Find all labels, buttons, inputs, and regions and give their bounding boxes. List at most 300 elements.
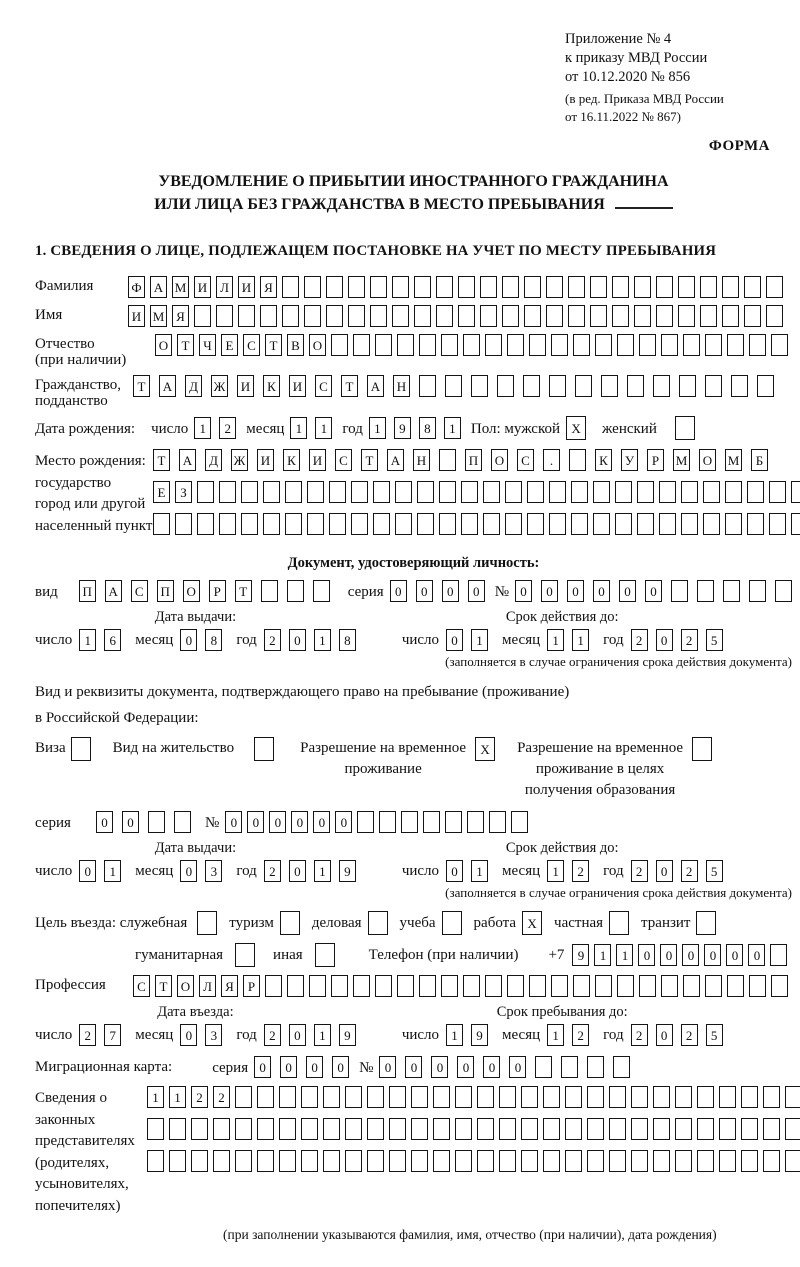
permit-expiry-month-input[interactable] [547, 860, 589, 882]
char-cell[interactable] [389, 1086, 406, 1108]
char-cell[interactable]: Ж [211, 375, 228, 397]
char-cell[interactable]: 0 [122, 811, 139, 833]
char-cell[interactable] [419, 334, 436, 356]
char-cell[interactable]: М [150, 305, 167, 327]
char-cell[interactable] [439, 481, 456, 503]
char-cell[interactable] [401, 811, 418, 833]
char-cell[interactable]: Н [393, 375, 410, 397]
char-cell[interactable]: X [475, 737, 495, 761]
purpose-commercial-checkbox[interactable] [368, 911, 388, 935]
char-cell[interactable]: 0 [289, 1024, 306, 1046]
char-cell[interactable] [197, 481, 214, 503]
char-cell[interactable] [675, 1150, 692, 1172]
char-cell[interactable] [280, 911, 300, 935]
char-cell[interactable] [309, 975, 326, 997]
char-cell[interactable]: 1 [471, 629, 488, 651]
purpose-business-checkbox[interactable] [197, 911, 217, 935]
stay-day-input[interactable] [446, 1024, 488, 1046]
char-cell[interactable] [197, 513, 214, 535]
char-cell[interactable] [527, 481, 544, 503]
char-cell[interactable] [463, 975, 480, 997]
char-cell[interactable] [722, 276, 739, 298]
char-cell[interactable]: 0 [96, 811, 113, 833]
char-cell[interactable]: 0 [289, 860, 306, 882]
char-cell[interactable] [549, 375, 566, 397]
char-cell[interactable]: 5 [706, 1024, 723, 1046]
char-cell[interactable]: А [179, 449, 196, 471]
char-cell[interactable] [675, 1118, 692, 1140]
char-cell[interactable] [411, 1118, 428, 1140]
char-cell[interactable]: 0 [541, 580, 558, 602]
char-cell[interactable]: К [263, 375, 280, 397]
char-cell[interactable]: 0 [289, 629, 306, 651]
char-cell[interactable] [634, 276, 651, 298]
char-cell[interactable] [477, 1150, 494, 1172]
char-cell[interactable]: 0 [313, 811, 330, 833]
birth-place-line3-input[interactable] [153, 513, 800, 535]
char-cell[interactable]: П [157, 580, 174, 602]
char-cell[interactable] [757, 375, 774, 397]
char-cell[interactable] [639, 975, 656, 997]
char-cell[interactable] [609, 1150, 626, 1172]
phone-input[interactable] [572, 944, 787, 966]
char-cell[interactable] [627, 375, 644, 397]
representatives-line3-input[interactable] [147, 1150, 800, 1172]
char-cell[interactable] [593, 513, 610, 535]
char-cell[interactable] [348, 276, 365, 298]
char-cell[interactable]: 1 [314, 629, 331, 651]
char-cell[interactable]: И [128, 305, 145, 327]
char-cell[interactable] [700, 276, 717, 298]
char-cell[interactable]: 0 [483, 1056, 500, 1078]
char-cell[interactable]: С [315, 375, 332, 397]
char-cell[interactable]: 9 [471, 1024, 488, 1046]
char-cell[interactable] [763, 1086, 780, 1108]
char-cell[interactable]: . [543, 449, 560, 471]
char-cell[interactable]: 2 [79, 1024, 96, 1046]
char-cell[interactable] [617, 975, 634, 997]
char-cell[interactable] [389, 1150, 406, 1172]
char-cell[interactable]: 9 [572, 944, 589, 966]
char-cell[interactable] [219, 513, 236, 535]
char-cell[interactable] [458, 305, 475, 327]
char-cell[interactable] [389, 1118, 406, 1140]
char-cell[interactable]: 0 [446, 629, 463, 651]
char-cell[interactable] [653, 375, 670, 397]
char-cell[interactable]: 1 [547, 860, 564, 882]
char-cell[interactable] [766, 276, 783, 298]
char-cell[interactable] [575, 375, 592, 397]
birth-year-input[interactable] [369, 417, 461, 439]
char-cell[interactable] [719, 1086, 736, 1108]
char-cell[interactable]: Т [265, 334, 282, 356]
char-cell[interactable] [433, 1150, 450, 1172]
char-cell[interactable]: 5 [706, 629, 723, 651]
char-cell[interactable] [235, 943, 255, 967]
char-cell[interactable]: 2 [191, 1086, 208, 1108]
purpose-tourism-checkbox[interactable] [280, 911, 300, 935]
char-cell[interactable] [213, 1150, 230, 1172]
char-cell[interactable]: 2 [264, 1024, 281, 1046]
char-cell[interactable] [722, 305, 739, 327]
char-cell[interactable]: 0 [390, 580, 407, 602]
purpose-private-checkbox[interactable] [609, 911, 629, 935]
char-cell[interactable] [307, 481, 324, 503]
char-cell[interactable]: 0 [379, 1056, 396, 1078]
char-cell[interactable]: Р [647, 449, 664, 471]
char-cell[interactable]: М [725, 449, 742, 471]
char-cell[interactable] [499, 1118, 516, 1140]
char-cell[interactable] [379, 811, 396, 833]
char-cell[interactable]: 2 [264, 860, 281, 882]
char-cell[interactable]: Я [260, 276, 277, 298]
char-cell[interactable] [375, 975, 392, 997]
char-cell[interactable] [609, 1086, 626, 1108]
char-cell[interactable] [323, 1150, 340, 1172]
char-cell[interactable] [411, 1086, 428, 1108]
char-cell[interactable] [595, 334, 612, 356]
char-cell[interactable]: 0 [660, 944, 677, 966]
char-cell[interactable]: 2 [681, 1024, 698, 1046]
char-cell[interactable] [766, 305, 783, 327]
char-cell[interactable] [573, 975, 590, 997]
doc-issue-day-input[interactable] [79, 629, 121, 651]
birth-month-input[interactable] [290, 417, 332, 439]
char-cell[interactable] [546, 276, 563, 298]
char-cell[interactable]: Р [243, 975, 260, 997]
purpose-transit-checkbox[interactable] [696, 911, 716, 935]
char-cell[interactable] [771, 334, 788, 356]
char-cell[interactable] [455, 1086, 472, 1108]
char-cell[interactable]: С [517, 449, 534, 471]
entry-year-input[interactable] [264, 1024, 356, 1046]
char-cell[interactable] [238, 305, 255, 327]
char-cell[interactable] [345, 1086, 362, 1108]
char-cell[interactable] [543, 1150, 560, 1172]
char-cell[interactable] [392, 276, 409, 298]
char-cell[interactable]: Я [172, 305, 189, 327]
char-cell[interactable]: 2 [681, 860, 698, 882]
char-cell[interactable]: П [79, 580, 96, 602]
char-cell[interactable] [417, 481, 434, 503]
char-cell[interactable] [505, 481, 522, 503]
char-cell[interactable]: 3 [205, 1024, 222, 1046]
char-cell[interactable] [593, 481, 610, 503]
char-cell[interactable] [323, 1086, 340, 1108]
char-cell[interactable] [485, 334, 502, 356]
char-cell[interactable] [571, 481, 588, 503]
char-cell[interactable] [331, 334, 348, 356]
char-cell[interactable]: 0 [405, 1056, 422, 1078]
char-cell[interactable] [731, 375, 748, 397]
char-cell[interactable] [637, 513, 654, 535]
char-cell[interactable] [414, 305, 431, 327]
char-cell[interactable] [279, 1086, 296, 1108]
patronymic-input[interactable] [155, 334, 788, 356]
char-cell[interactable]: 1 [79, 629, 96, 651]
char-cell[interactable] [661, 975, 678, 997]
doc-issue-month-input[interactable] [180, 629, 222, 651]
char-cell[interactable] [590, 276, 607, 298]
char-cell[interactable]: 2 [572, 860, 589, 882]
char-cell[interactable] [507, 975, 524, 997]
char-cell[interactable] [483, 481, 500, 503]
char-cell[interactable]: 9 [339, 860, 356, 882]
char-cell[interactable] [235, 1150, 252, 1172]
stay-month-input[interactable] [547, 1024, 589, 1046]
char-cell[interactable] [367, 1150, 384, 1172]
char-cell[interactable]: 1 [194, 417, 211, 439]
char-cell[interactable] [147, 1118, 164, 1140]
char-cell[interactable]: 1 [446, 1024, 463, 1046]
char-cell[interactable]: 0 [704, 944, 721, 966]
char-cell[interactable] [191, 1150, 208, 1172]
char-cell[interactable] [744, 276, 761, 298]
char-cell[interactable] [727, 975, 744, 997]
char-cell[interactable]: 8 [419, 417, 436, 439]
char-cell[interactable] [282, 276, 299, 298]
surname-input[interactable] [128, 276, 783, 298]
char-cell[interactable] [617, 334, 634, 356]
char-cell[interactable] [546, 305, 563, 327]
char-cell[interactable]: 0 [306, 1056, 323, 1078]
char-cell[interactable]: 0 [180, 1024, 197, 1046]
char-cell[interactable]: 0 [180, 629, 197, 651]
char-cell[interactable] [301, 1086, 318, 1108]
char-cell[interactable]: 0 [457, 1056, 474, 1078]
char-cell[interactable] [455, 1150, 472, 1172]
char-cell[interactable] [703, 481, 720, 503]
char-cell[interactable]: Е [221, 334, 238, 356]
char-cell[interactable] [521, 1150, 538, 1172]
char-cell[interactable] [681, 481, 698, 503]
char-cell[interactable] [261, 580, 278, 602]
char-cell[interactable] [587, 1118, 604, 1140]
char-cell[interactable] [353, 334, 370, 356]
char-cell[interactable] [287, 975, 304, 997]
char-cell[interactable]: 0 [335, 811, 352, 833]
sex-male-checkbox[interactable] [566, 416, 586, 440]
char-cell[interactable] [741, 1118, 758, 1140]
char-cell[interactable] [257, 1086, 274, 1108]
purpose-study-checkbox[interactable] [442, 911, 462, 935]
char-cell[interactable] [747, 513, 764, 535]
char-cell[interactable] [279, 1118, 296, 1140]
char-cell[interactable]: 8 [205, 629, 222, 651]
char-cell[interactable]: М [673, 449, 690, 471]
char-cell[interactable] [785, 1150, 800, 1172]
permit-expiry-day-input[interactable] [446, 860, 488, 882]
char-cell[interactable] [254, 737, 274, 761]
visa-checkbox[interactable] [71, 737, 91, 761]
char-cell[interactable] [697, 580, 714, 602]
char-cell[interactable] [705, 975, 722, 997]
doc-number-input[interactable] [515, 580, 792, 602]
char-cell[interactable] [235, 1118, 252, 1140]
char-cell[interactable] [527, 513, 544, 535]
char-cell[interactable] [367, 1118, 384, 1140]
permit-seriya-input[interactable] [96, 811, 191, 833]
stay-year-input[interactable] [631, 1024, 723, 1046]
char-cell[interactable]: 0 [446, 860, 463, 882]
char-cell[interactable]: И [237, 375, 254, 397]
char-cell[interactable]: Т [153, 449, 170, 471]
char-cell[interactable]: К [595, 449, 612, 471]
char-cell[interactable] [697, 1118, 714, 1140]
char-cell[interactable] [523, 375, 540, 397]
char-cell[interactable] [502, 305, 519, 327]
char-cell[interactable]: 2 [631, 860, 648, 882]
char-cell[interactable] [287, 580, 304, 602]
char-cell[interactable] [653, 1150, 670, 1172]
char-cell[interactable]: Д [205, 449, 222, 471]
char-cell[interactable] [771, 975, 788, 997]
char-cell[interactable] [659, 513, 676, 535]
char-cell[interactable]: 0 [247, 811, 264, 833]
char-cell[interactable] [675, 1086, 692, 1108]
char-cell[interactable]: 3 [205, 860, 222, 882]
char-cell[interactable] [373, 481, 390, 503]
char-cell[interactable]: А [105, 580, 122, 602]
char-cell[interactable] [175, 513, 192, 535]
char-cell[interactable] [441, 975, 458, 997]
char-cell[interactable]: 1 [104, 860, 121, 882]
char-cell[interactable]: А [387, 449, 404, 471]
doc-issue-year-input[interactable] [264, 629, 356, 651]
char-cell[interactable]: 1 [547, 1024, 564, 1046]
char-cell[interactable] [705, 375, 722, 397]
char-cell[interactable]: Т [341, 375, 358, 397]
char-cell[interactable]: Б [751, 449, 768, 471]
char-cell[interactable]: К [283, 449, 300, 471]
entry-day-input[interactable] [79, 1024, 121, 1046]
char-cell[interactable] [153, 513, 170, 535]
purpose-humanitarian-checkbox[interactable] [235, 943, 255, 967]
char-cell[interactable]: 0 [748, 944, 765, 966]
char-cell[interactable] [543, 1086, 560, 1108]
char-cell[interactable] [392, 305, 409, 327]
char-cell[interactable] [634, 305, 651, 327]
char-cell[interactable]: X [566, 416, 586, 440]
char-cell[interactable]: Е [153, 481, 170, 503]
char-cell[interactable] [535, 1056, 552, 1078]
char-cell[interactable] [568, 305, 585, 327]
char-cell[interactable] [315, 943, 335, 967]
char-cell[interactable]: У [621, 449, 638, 471]
char-cell[interactable] [147, 1150, 164, 1172]
char-cell[interactable]: П [465, 449, 482, 471]
char-cell[interactable] [587, 1056, 604, 1078]
temp-permit-checkbox[interactable] [475, 737, 495, 761]
char-cell[interactable] [169, 1118, 186, 1140]
char-cell[interactable]: Т [133, 375, 150, 397]
char-cell[interactable] [524, 276, 541, 298]
char-cell[interactable] [235, 1086, 252, 1108]
citizenship-input[interactable] [133, 375, 774, 397]
char-cell[interactable] [675, 416, 695, 440]
char-cell[interactable] [263, 481, 280, 503]
char-cell[interactable]: 0 [416, 580, 433, 602]
char-cell[interactable]: Л [216, 276, 233, 298]
migration-seriya-input[interactable] [254, 1056, 349, 1078]
char-cell[interactable]: С [131, 580, 148, 602]
permit-issue-month-input[interactable] [180, 860, 222, 882]
char-cell[interactable] [573, 334, 590, 356]
char-cell[interactable] [791, 481, 800, 503]
char-cell[interactable] [661, 334, 678, 356]
char-cell[interactable] [653, 1118, 670, 1140]
char-cell[interactable] [749, 580, 766, 602]
purpose-work-checkbox[interactable] [522, 911, 542, 935]
char-cell[interactable] [521, 1086, 538, 1108]
char-cell[interactable]: 0 [515, 580, 532, 602]
char-cell[interactable]: 0 [593, 580, 610, 602]
char-cell[interactable]: А [367, 375, 384, 397]
doc-expiry-day-input[interactable] [446, 629, 488, 651]
char-cell[interactable] [455, 1118, 472, 1140]
char-cell[interactable]: 0 [280, 1056, 297, 1078]
char-cell[interactable] [749, 975, 766, 997]
birth-place-line1-input[interactable] [153, 449, 800, 471]
char-cell[interactable] [497, 375, 514, 397]
char-cell[interactable]: 1 [594, 944, 611, 966]
permit-issue-day-input[interactable] [79, 860, 121, 882]
char-cell[interactable] [549, 481, 566, 503]
char-cell[interactable] [639, 334, 656, 356]
profession-input[interactable] [133, 975, 788, 997]
char-cell[interactable] [477, 1086, 494, 1108]
char-cell[interactable]: И [289, 375, 306, 397]
char-cell[interactable]: 0 [79, 860, 96, 882]
char-cell[interactable]: А [159, 375, 176, 397]
char-cell[interactable]: О [183, 580, 200, 602]
char-cell[interactable]: 2 [631, 1024, 648, 1046]
char-cell[interactable] [631, 1086, 648, 1108]
char-cell[interactable] [692, 737, 712, 761]
char-cell[interactable]: 0 [509, 1056, 526, 1078]
char-cell[interactable] [615, 513, 632, 535]
char-cell[interactable] [307, 513, 324, 535]
char-cell[interactable]: 0 [726, 944, 743, 966]
char-cell[interactable] [551, 334, 568, 356]
representatives-line1-input[interactable] [147, 1086, 800, 1108]
char-cell[interactable]: Н [413, 449, 430, 471]
char-cell[interactable] [507, 334, 524, 356]
char-cell[interactable] [279, 1150, 296, 1172]
char-cell[interactable] [590, 305, 607, 327]
char-cell[interactable] [373, 513, 390, 535]
char-cell[interactable]: А [150, 276, 167, 298]
char-cell[interactable] [653, 1086, 670, 1108]
char-cell[interactable] [480, 276, 497, 298]
char-cell[interactable]: 1 [444, 417, 461, 439]
char-cell[interactable]: Т [177, 334, 194, 356]
char-cell[interactable] [419, 975, 436, 997]
char-cell[interactable] [763, 1150, 780, 1172]
char-cell[interactable] [723, 580, 740, 602]
char-cell[interactable] [565, 1086, 582, 1108]
char-cell[interactable] [461, 481, 478, 503]
char-cell[interactable]: 1 [315, 417, 332, 439]
char-cell[interactable] [345, 1118, 362, 1140]
char-cell[interactable]: С [243, 334, 260, 356]
char-cell[interactable] [397, 334, 414, 356]
char-cell[interactable] [323, 1118, 340, 1140]
char-cell[interactable]: 1 [616, 944, 633, 966]
char-cell[interactable]: Т [155, 975, 172, 997]
entry-month-input[interactable] [180, 1024, 222, 1046]
char-cell[interactable] [282, 305, 299, 327]
